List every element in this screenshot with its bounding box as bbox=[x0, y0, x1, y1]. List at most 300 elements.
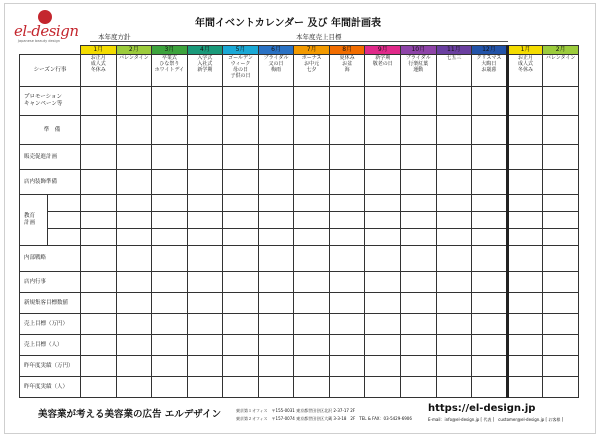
month-header-row bbox=[20, 46, 579, 55]
prep-cell[interactable] bbox=[152, 116, 188, 145]
season-event-text: 七夕 bbox=[306, 67, 317, 73]
season-event-cell bbox=[507, 55, 543, 87]
season-event-cell bbox=[258, 55, 294, 87]
last-year-people-cell[interactable] bbox=[543, 377, 579, 398]
sales-plan-cell[interactable] bbox=[223, 145, 259, 170]
internal-cell[interactable] bbox=[258, 246, 294, 272]
sales-plan-cell[interactable] bbox=[329, 145, 365, 170]
last-year-yen-cell[interactable] bbox=[436, 356, 472, 377]
last-year-yen-cell[interactable] bbox=[472, 356, 508, 377]
season-event-cell bbox=[223, 55, 259, 87]
education-cell[interactable] bbox=[223, 195, 259, 212]
education-cell[interactable] bbox=[436, 229, 472, 246]
office-address-2: 東京第２オフィス 〒157-0074 東京都世田谷区大蔵 3-3-18 2F TEL & FAX：03-5429-6906 bbox=[236, 416, 412, 421]
internal-label: 内部戦略 bbox=[20, 246, 81, 272]
education-sub-cell[interactable] bbox=[48, 229, 81, 246]
internal-cell[interactable] bbox=[116, 246, 152, 272]
education-cell[interactable] bbox=[543, 212, 579, 229]
page-title: 年間イベントカレンダー 及び 年間計画表 bbox=[195, 18, 382, 29]
decor-cell[interactable] bbox=[187, 170, 223, 195]
new-customers-row bbox=[20, 293, 579, 314]
education-cell[interactable] bbox=[80, 212, 116, 229]
last-year-yen-cell[interactable] bbox=[401, 356, 437, 377]
education-cell[interactable] bbox=[329, 195, 365, 212]
store-events-cell[interactable] bbox=[116, 272, 152, 293]
season-event-text: 入社式 bbox=[197, 61, 213, 67]
education-cell[interactable] bbox=[401, 229, 437, 246]
last-year-yen-cell[interactable] bbox=[116, 356, 152, 377]
last-year-people-cell[interactable] bbox=[152, 377, 188, 398]
new-customers-cell[interactable] bbox=[472, 293, 508, 314]
store-events-cell[interactable] bbox=[436, 272, 472, 293]
education-cell[interactable] bbox=[294, 229, 330, 246]
season-event-text: お正月 bbox=[517, 55, 533, 61]
internal-cell[interactable] bbox=[80, 246, 116, 272]
season-event-text: 大晦日 bbox=[481, 61, 497, 67]
education-cell[interactable] bbox=[187, 195, 223, 212]
sales-target-people-cell[interactable] bbox=[258, 335, 294, 356]
education-sub-cell[interactable] bbox=[48, 212, 81, 229]
new-customers-cell[interactable] bbox=[329, 293, 365, 314]
promotion-cell[interactable] bbox=[401, 87, 437, 116]
annual-plan-table bbox=[19, 45, 579, 398]
month-header-1: 1月 bbox=[80, 46, 116, 55]
season-event-text: お正月 bbox=[90, 55, 106, 61]
last-year-people-cell[interactable] bbox=[507, 377, 543, 398]
sales-target-cell[interactable] bbox=[436, 314, 472, 335]
season-event-text: バレンタイン bbox=[545, 55, 576, 61]
education-cell[interactable] bbox=[187, 229, 223, 246]
promotion-cell[interactable] bbox=[436, 87, 472, 116]
last-year-people-cell[interactable] bbox=[187, 377, 223, 398]
month-header-12: 12月 bbox=[472, 46, 508, 55]
education-cell[interactable] bbox=[507, 212, 543, 229]
decor-cell[interactable] bbox=[329, 170, 365, 195]
sales-target-people-cell[interactable] bbox=[223, 335, 259, 356]
promotion-cell[interactable] bbox=[329, 87, 365, 116]
last-year-yen-cell[interactable] bbox=[507, 356, 543, 377]
last-year-yen-cell[interactable] bbox=[329, 356, 365, 377]
prep-cell[interactable] bbox=[436, 116, 472, 145]
education-cell[interactable] bbox=[472, 212, 508, 229]
store-events-cell[interactable] bbox=[507, 272, 543, 293]
last-year-people-cell[interactable] bbox=[472, 377, 508, 398]
education-cell[interactable] bbox=[294, 212, 330, 229]
education-row bbox=[20, 212, 579, 229]
education-label bbox=[20, 195, 48, 246]
last-year-people-label: 昨年度実績（人） bbox=[20, 377, 81, 398]
sales-plan-cell[interactable] bbox=[80, 145, 116, 170]
education-cell[interactable] bbox=[258, 195, 294, 212]
education-cell[interactable] bbox=[401, 195, 437, 212]
education-cell[interactable] bbox=[507, 229, 543, 246]
promotion-label-line: プロモーション bbox=[24, 94, 63, 101]
store-events-row bbox=[20, 272, 579, 293]
sales-target-row bbox=[20, 314, 579, 335]
sales-plan-cell[interactable] bbox=[507, 145, 543, 170]
season-event-cell bbox=[401, 55, 437, 87]
season-event-text: お盆 bbox=[342, 61, 353, 67]
store-events-label: 店内行事 bbox=[20, 272, 81, 293]
last-year-people-cell[interactable] bbox=[116, 377, 152, 398]
new-customers-cell[interactable] bbox=[258, 293, 294, 314]
last-year-people-cell[interactable] bbox=[294, 377, 330, 398]
sales-plan-label: 販売促進計画 bbox=[20, 145, 81, 170]
internal-cell[interactable] bbox=[152, 246, 188, 272]
sales-plan-cell[interactable] bbox=[472, 145, 508, 170]
corner-cell bbox=[20, 46, 81, 55]
internal-cell[interactable] bbox=[187, 246, 223, 272]
season-event-text: ボーナス bbox=[301, 55, 322, 61]
season-event-text: 行楽紅葉 bbox=[408, 61, 429, 67]
sales-target-people-cell[interactable] bbox=[543, 335, 579, 356]
education-cell[interactable] bbox=[472, 195, 508, 212]
new-customers-cell[interactable] bbox=[187, 293, 223, 314]
season-event-text: 入学式 bbox=[197, 55, 213, 61]
prep-cell[interactable] bbox=[187, 116, 223, 145]
decor-cell[interactable] bbox=[472, 170, 508, 195]
promotion-label bbox=[20, 87, 81, 116]
sales-target-people-cell[interactable] bbox=[116, 335, 152, 356]
education-row bbox=[20, 229, 579, 246]
prep-cell[interactable] bbox=[543, 116, 579, 145]
company-slogan: 美容業が考える美容業の広告 エルデザイン bbox=[38, 409, 222, 420]
sales-plan-cell[interactable] bbox=[187, 145, 223, 170]
season-event-text: 子供の日 bbox=[230, 73, 251, 79]
education-cell[interactable] bbox=[543, 229, 579, 246]
season-event-cell bbox=[116, 55, 152, 87]
new-customers-cell[interactable] bbox=[116, 293, 152, 314]
sales-target-people-cell[interactable] bbox=[294, 335, 330, 356]
season-event-text: お歳暮 bbox=[481, 67, 497, 73]
sales-plan-cell[interactable] bbox=[365, 145, 401, 170]
store-events-cell[interactable] bbox=[187, 272, 223, 293]
sales-target-cell[interactable] bbox=[401, 314, 437, 335]
education-cell[interactable] bbox=[116, 212, 152, 229]
season-event-text: ブライダル bbox=[263, 55, 289, 61]
internal-cell[interactable] bbox=[543, 246, 579, 272]
sales-target-people-label: 売上目標（人） bbox=[20, 335, 81, 356]
last-year-people-cell[interactable] bbox=[329, 377, 365, 398]
decor-cell[interactable] bbox=[152, 170, 188, 195]
last-year-people-cell[interactable] bbox=[258, 377, 294, 398]
sales-target-cell[interactable] bbox=[258, 314, 294, 335]
season-event-cell bbox=[329, 55, 365, 87]
month-header-13: 1月 bbox=[507, 46, 543, 55]
sales-target-label: 本年度売上目標 bbox=[296, 33, 342, 41]
internal-cell[interactable] bbox=[223, 246, 259, 272]
internal-cell[interactable] bbox=[436, 246, 472, 272]
last-year-people-cell[interactable] bbox=[80, 377, 116, 398]
prep-cell[interactable] bbox=[472, 116, 508, 145]
sales-target-people-cell[interactable] bbox=[401, 335, 437, 356]
sales-plan-cell[interactable] bbox=[401, 145, 437, 170]
season-event-text: ひな祭り bbox=[159, 61, 180, 67]
season-event-cell bbox=[152, 55, 188, 87]
promotion-label-line: キャンペーン等 bbox=[24, 101, 63, 107]
last-year-yen-row bbox=[20, 356, 579, 377]
sales-target-label: 売上目標（万円） bbox=[20, 314, 81, 335]
month-header-14: 2月 bbox=[543, 46, 579, 55]
season-event-text: 七五三 bbox=[446, 55, 462, 61]
promotion-cell[interactable] bbox=[187, 87, 223, 116]
sales-target-people-cell[interactable] bbox=[472, 335, 508, 356]
season-event-cell bbox=[472, 55, 508, 87]
target-underline bbox=[290, 41, 508, 42]
sales-target-people-cell[interactable] bbox=[329, 335, 365, 356]
prep-cell[interactable] bbox=[116, 116, 152, 145]
decor-cell[interactable] bbox=[258, 170, 294, 195]
decor-cell[interactable] bbox=[223, 170, 259, 195]
internal-cell[interactable] bbox=[294, 246, 330, 272]
month-header-7: 7月 bbox=[294, 46, 330, 55]
sales-target-people-cell[interactable] bbox=[507, 335, 543, 356]
last-year-yen-cell[interactable] bbox=[152, 356, 188, 377]
season-event-text: 冬休み bbox=[517, 67, 533, 73]
internal-row bbox=[20, 246, 579, 272]
season-event-text: 母の日 bbox=[232, 67, 248, 73]
season-event-text: 冬休み bbox=[90, 67, 106, 73]
month-header-5: 5月 bbox=[223, 46, 259, 55]
promotion-cell[interactable] bbox=[223, 87, 259, 116]
season-event-text: 成人式 bbox=[517, 61, 533, 67]
sales-target-cell[interactable] bbox=[187, 314, 223, 335]
store-events-cell[interactable] bbox=[329, 272, 365, 293]
policy-label: 本年度方針 bbox=[98, 33, 131, 41]
education-label-line: 教育 bbox=[24, 213, 36, 220]
sales-target-people-cell[interactable] bbox=[365, 335, 401, 356]
education-cell[interactable] bbox=[294, 195, 330, 212]
sales-plan-cell[interactable] bbox=[258, 145, 294, 170]
store-events-cell[interactable] bbox=[294, 272, 330, 293]
season-event-text: バレンタイン bbox=[119, 55, 149, 61]
season-events-row bbox=[20, 55, 579, 87]
month-header-11: 11月 bbox=[436, 46, 472, 55]
decor-row bbox=[20, 170, 579, 195]
decor-cell[interactable] bbox=[365, 170, 401, 195]
last-year-yen-cell[interactable] bbox=[543, 356, 579, 377]
sales-plan-cell[interactable] bbox=[436, 145, 472, 170]
education-cell[interactable] bbox=[116, 229, 152, 246]
prep-label: 準 備 bbox=[20, 116, 81, 145]
new-customers-cell[interactable] bbox=[365, 293, 401, 314]
last-year-yen-cell[interactable] bbox=[294, 356, 330, 377]
last-year-yen-cell[interactable] bbox=[365, 356, 401, 377]
sales-target-people-cell[interactable] bbox=[152, 335, 188, 356]
month-header-10: 10月 bbox=[401, 46, 437, 55]
education-cell[interactable] bbox=[329, 229, 365, 246]
sales-target-cell[interactable] bbox=[365, 314, 401, 335]
decor-cell[interactable] bbox=[80, 170, 116, 195]
internal-cell[interactable] bbox=[507, 246, 543, 272]
education-cell[interactable] bbox=[152, 229, 188, 246]
new-customers-cell[interactable] bbox=[436, 293, 472, 314]
new-customers-cell[interactable] bbox=[80, 293, 116, 314]
company-logo bbox=[14, 10, 79, 44]
internal-cell[interactable] bbox=[401, 246, 437, 272]
season-label: シーズン行事 bbox=[20, 55, 81, 87]
season-event-cell bbox=[187, 55, 223, 87]
decor-cell[interactable] bbox=[401, 170, 437, 195]
new-customers-cell[interactable] bbox=[507, 293, 543, 314]
promotion-cell[interactable] bbox=[80, 87, 116, 116]
internal-cell[interactable] bbox=[472, 246, 508, 272]
sales-plan-cell[interactable] bbox=[543, 145, 579, 170]
last-year-yen-cell[interactable] bbox=[187, 356, 223, 377]
education-cell[interactable] bbox=[436, 212, 472, 229]
season-event-cell bbox=[80, 55, 116, 87]
last-year-people-cell[interactable] bbox=[436, 377, 472, 398]
season-event-text: 父の日 bbox=[268, 61, 284, 67]
new-customers-cell[interactable] bbox=[543, 293, 579, 314]
promotion-cell[interactable] bbox=[294, 87, 330, 116]
sales-target-people-row bbox=[20, 335, 579, 356]
store-events-cell[interactable] bbox=[401, 272, 437, 293]
last-year-yen-cell[interactable] bbox=[223, 356, 259, 377]
last-year-yen-cell[interactable] bbox=[258, 356, 294, 377]
email-contact: E-mail：info@el-design.jp [ 代表 ] customer@el-design.jp [ お客様 ] bbox=[428, 417, 564, 422]
season-event-text: 新学期 bbox=[197, 67, 213, 73]
prep-cell[interactable] bbox=[80, 116, 116, 145]
store-events-cell[interactable] bbox=[472, 272, 508, 293]
education-cell[interactable] bbox=[436, 195, 472, 212]
education-cell[interactable] bbox=[401, 212, 437, 229]
promotion-cell[interactable] bbox=[116, 87, 152, 116]
prep-cell[interactable] bbox=[223, 116, 259, 145]
season-event-text: 運動 bbox=[413, 67, 424, 73]
education-cell[interactable] bbox=[223, 212, 259, 229]
decor-label: 店内装飾準備 bbox=[20, 170, 81, 195]
new-customers-cell[interactable] bbox=[294, 293, 330, 314]
sales-target-cell[interactable] bbox=[472, 314, 508, 335]
education-cell[interactable] bbox=[80, 229, 116, 246]
prep-cell[interactable] bbox=[507, 116, 543, 145]
education-cell[interactable] bbox=[258, 212, 294, 229]
season-event-cell bbox=[365, 55, 401, 87]
promotion-row bbox=[20, 87, 579, 116]
season-event-text: クリスマス bbox=[476, 55, 502, 61]
education-cell[interactable] bbox=[152, 195, 188, 212]
store-events-cell[interactable] bbox=[258, 272, 294, 293]
promotion-cell[interactable] bbox=[365, 87, 401, 116]
internal-cell[interactable] bbox=[365, 246, 401, 272]
sales-target-cell[interactable] bbox=[116, 314, 152, 335]
promotion-cell[interactable] bbox=[472, 87, 508, 116]
season-event-text: 成人式 bbox=[90, 61, 106, 67]
prep-cell[interactable] bbox=[258, 116, 294, 145]
education-cell[interactable] bbox=[472, 229, 508, 246]
sales-target-cell[interactable] bbox=[543, 314, 579, 335]
office-address-1: 東京第１オフィス 〒155-0031 東京都世田谷区北沢 2-37-17 2F bbox=[236, 408, 356, 413]
policy-underline bbox=[90, 41, 290, 42]
promotion-cell[interactable] bbox=[507, 87, 543, 116]
promotion-cell[interactable] bbox=[258, 87, 294, 116]
education-cell[interactable] bbox=[152, 212, 188, 229]
prep-cell[interactable] bbox=[329, 116, 365, 145]
decor-cell[interactable] bbox=[507, 170, 543, 195]
education-cell[interactable] bbox=[543, 195, 579, 212]
education-cell[interactable] bbox=[365, 229, 401, 246]
month-header-9: 9月 bbox=[365, 46, 401, 55]
month-header-3: 3月 bbox=[152, 46, 188, 55]
sales-target-people-cell[interactable] bbox=[436, 335, 472, 356]
decor-cell[interactable] bbox=[294, 170, 330, 195]
sales-target-cell[interactable] bbox=[223, 314, 259, 335]
decor-cell[interactable] bbox=[543, 170, 579, 195]
sales-plan-cell[interactable] bbox=[294, 145, 330, 170]
season-event-text: お中元 bbox=[304, 61, 320, 67]
education-cell[interactable] bbox=[365, 212, 401, 229]
last-year-people-cell[interactable] bbox=[365, 377, 401, 398]
store-events-cell[interactable] bbox=[80, 272, 116, 293]
website-link[interactable]: https://el-design.jp bbox=[428, 403, 536, 414]
education-cell[interactable] bbox=[187, 212, 223, 229]
education-sub-cell[interactable] bbox=[48, 195, 81, 212]
store-events-cell[interactable] bbox=[543, 272, 579, 293]
store-events-cell[interactable] bbox=[223, 272, 259, 293]
season-event-text: ブライダル bbox=[405, 55, 431, 61]
education-cell[interactable] bbox=[80, 195, 116, 212]
month-header-2: 2月 bbox=[116, 46, 152, 55]
sales-target-cell[interactable] bbox=[507, 314, 543, 335]
education-row bbox=[20, 195, 579, 212]
education-cell[interactable] bbox=[258, 229, 294, 246]
education-cell[interactable] bbox=[116, 195, 152, 212]
last-year-yen-cell[interactable] bbox=[80, 356, 116, 377]
prep-cell[interactable] bbox=[401, 116, 437, 145]
season-event-text: ゴールデン bbox=[228, 55, 253, 61]
new-customers-cell[interactable] bbox=[401, 293, 437, 314]
store-events-cell[interactable] bbox=[365, 272, 401, 293]
promotion-cell[interactable] bbox=[152, 87, 188, 116]
education-cell[interactable] bbox=[365, 195, 401, 212]
education-cell[interactable] bbox=[329, 212, 365, 229]
new-customers-cell[interactable] bbox=[152, 293, 188, 314]
season-event-text: ウィーク bbox=[230, 61, 251, 67]
season-event-text: 敬老の日 bbox=[372, 61, 393, 67]
logo-text: el-design bbox=[14, 22, 79, 40]
new-customers-cell[interactable] bbox=[223, 293, 259, 314]
sales-target-cell[interactable] bbox=[80, 314, 116, 335]
education-cell[interactable] bbox=[223, 229, 259, 246]
sales-plan-cell[interactable] bbox=[152, 145, 188, 170]
internal-cell[interactable] bbox=[329, 246, 365, 272]
prep-cell[interactable] bbox=[294, 116, 330, 145]
prep-cell[interactable] bbox=[365, 116, 401, 145]
store-events-cell[interactable] bbox=[152, 272, 188, 293]
sales-target-cell[interactable] bbox=[152, 314, 188, 335]
last-year-people-cell[interactable] bbox=[401, 377, 437, 398]
sales-plan-row bbox=[20, 145, 579, 170]
decor-cell[interactable] bbox=[436, 170, 472, 195]
season-event-text: ホワイトデイ bbox=[154, 67, 185, 73]
sales-plan-cell[interactable] bbox=[116, 145, 152, 170]
season-event-cell bbox=[294, 55, 330, 87]
decor-cell[interactable] bbox=[116, 170, 152, 195]
education-cell[interactable] bbox=[507, 195, 543, 212]
season-event-cell bbox=[436, 55, 472, 87]
sales-target-people-cell[interactable] bbox=[187, 335, 223, 356]
last-year-people-cell[interactable] bbox=[223, 377, 259, 398]
sales-target-cell[interactable] bbox=[294, 314, 330, 335]
season-event-text: 梅雨 bbox=[271, 67, 282, 73]
sales-target-people-cell[interactable] bbox=[80, 335, 116, 356]
prep-row bbox=[20, 116, 579, 145]
promotion-cell[interactable] bbox=[543, 87, 579, 116]
sales-target-cell[interactable] bbox=[329, 314, 365, 335]
last-year-yen-label: 昨年度実績（万円） bbox=[20, 356, 81, 377]
education-label-line: 計画 bbox=[24, 220, 36, 226]
